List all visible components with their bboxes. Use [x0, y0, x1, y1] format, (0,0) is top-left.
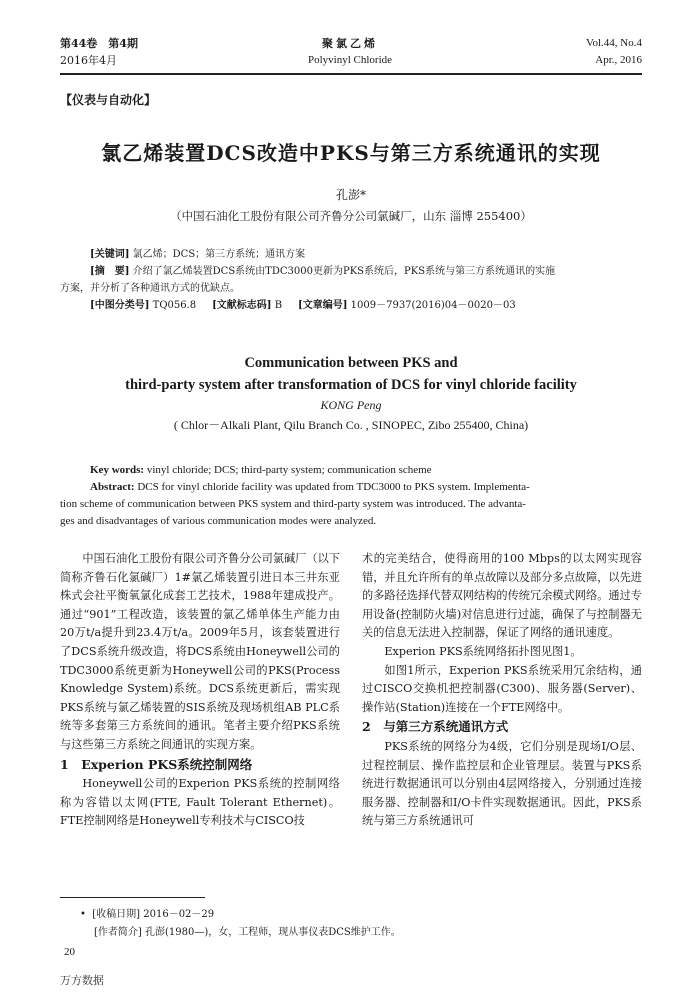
keywords-cn-line	[90, 246, 642, 263]
body-left-column	[60, 550, 340, 831]
body-right-p3: 如图1所示，Experion PKS系统采用冗余结构，通过CISCO交换机把控制器(C300)、服务器(Server)、操作站(Station)连接在一个FTE网络中。	[362, 663, 642, 714]
section-heading-1: 1 Experion PKS系统控制网络	[60, 756, 253, 772]
bullet-icon: •	[80, 909, 86, 920]
body-right-p4: PKS系统的网络分为4级，它们分别是现场I/O层、过程控制层、操作监控层和企业管理层。装置与PKS系统进行数据通讯可以分别由4层网络接入，分别通过连接服务器、控制器和I/O卡件实现数据通讯。因此，PKS系统与第三方系统通讯可	[362, 739, 642, 828]
classification-line	[90, 297, 642, 314]
footnote-received	[80, 906, 214, 924]
author-cn: 孔澎*	[335, 188, 366, 202]
abstract-cn-l2: 方案，并分析了各种通讯方式的优缺点。	[60, 283, 240, 294]
body-right-column	[362, 550, 642, 831]
keywords-cn-label: [关键词]	[90, 249, 130, 260]
clc-value: TQ056.8	[152, 300, 197, 311]
body-right-p1: 术的完美结合，使得商用的100 Mbps的以太网实现容错，并且允许所有的单点故障以及部分多点故障，以先进的多路径选择代替双网结构的传统冗余模式网络。通过专用设备(控制防火墙)对信息进行过滤，确保了与控制器无关的信息无法进入控制器，保证了网络的通讯速度。	[362, 552, 642, 640]
volume-issue-cn: 第44卷 第4期	[60, 37, 138, 50]
section-tag: 【仪表与自动化】	[60, 93, 157, 107]
abstract-cn-line	[90, 263, 642, 280]
footnote-bio: [作者简介] 孔澎(1980—)，女，工程师，现从事仪表DCS维护工作。	[94, 927, 401, 938]
volume-issue-en: Vol.44, No.4	[585, 37, 642, 49]
article-no-value: 1009－7937(2016)04－0020－03	[350, 300, 516, 311]
keywords-en: vinyl chloride; DCS; third-party system; communication scheme	[144, 464, 432, 476]
doc-code-label: [文献标志码]	[212, 300, 272, 311]
received-date: [收稿日期] 2016－02－29	[92, 909, 215, 920]
abstract-en-label: Abstract:	[90, 481, 135, 493]
clc-label: [中图分类号]	[90, 300, 150, 311]
doc-code-value: B	[274, 300, 283, 311]
body-left-p2: Honeywell公司的Experion PKS系统的控制网络称为容错以太网(FTE, Fault Tolerant Ethernet)。FTE控制网络是Honeywell专利技术与CISCO技	[60, 777, 340, 828]
abstract-en-line1	[90, 479, 642, 496]
body-right-p2: Experion PKS系统网络拓扑图见图1。	[384, 644, 582, 658]
meta-block-cn	[90, 246, 642, 280]
journal-name-cn: 聚氯乙烯	[322, 37, 378, 50]
title-en-line2: third-party system after transformation of DCS for vinyl chloride facility	[125, 377, 577, 393]
abstract-cn-l1: 介绍了氯乙烯装置DCS系统由TDC3000更新为PKS系统后，PKS系统与第三方系统通讯的实施	[132, 266, 556, 277]
date-cn: 2016年4月	[60, 54, 117, 67]
footnote-rule	[60, 897, 205, 898]
title-cn: 氯乙烯装置DCS改造中PKS与第三方系统通讯的实现	[101, 141, 601, 165]
abstract-en-l1: DCS for vinyl chloride facility was updated from TDC3000 to PKS system. Implementa-	[134, 481, 530, 493]
article-no-label: [文章编号]	[297, 300, 348, 311]
abstract-en-l2: tion scheme of communication between PKS system and third-party system was introduced. The advanta-	[60, 498, 526, 510]
abstract-cn-label: [摘 要]	[90, 266, 130, 277]
keywords-en-label: Key words:	[90, 464, 145, 476]
abstract-en-l3: ges and disadvantages of various communication modes were analyzed.	[60, 515, 377, 527]
watermark: 万方数据	[60, 974, 104, 987]
page-number: 20	[64, 946, 75, 958]
section-heading-2: 2 与第三方系统通讯方式	[362, 719, 509, 735]
body-left-p1: 中国石油化工股份有限公司齐鲁分公司氯碱厂（以下简称齐鲁石化氯碱厂）1#氯乙烯装置引进日本三井东亚株式会社平衡氧氯化成套工艺技术，1988年建成投产。通过“901”工程改造，该装置的氯乙烯单体生产能力由20万t/a提升到23.4万t/a。2009年5月，该套装置进行了DCS系统升级改造，将DCS系统由Honeywell公司的TDC3000系统更新为Honeywell公司的PKS(Process Knowledge System)系统。DCS系统更新后，需实现PKS系统与氯乙烯装置的SIS系统及现场机组AB PLC系统等多套第三方系统间的通讯。笔者主要介绍PKS系统与这些第三方系统之间通讯的实现方案。	[60, 552, 340, 751]
journal-name-en: Polyvinyl Chloride	[307, 54, 393, 66]
affiliation-en: ( Chlor－Alkali Plant, Qilu Branch Co. , SINOPEC, Zibo 255400, China)	[173, 418, 529, 432]
author-en: KONG Peng	[320, 398, 382, 412]
date-en: Apr., 2016	[595, 54, 642, 66]
keywords-en-line	[90, 462, 642, 479]
header-rule	[60, 73, 642, 75]
title-en-line1: Communication between PKS and	[244, 355, 458, 371]
affiliation-cn: （中国石油化工股份有限公司齐鲁分公司氯碱厂，山东 淄博 255400）	[170, 209, 532, 223]
keywords-cn: 氯乙烯；DCS；第三方系统；通讯方案	[132, 249, 306, 260]
